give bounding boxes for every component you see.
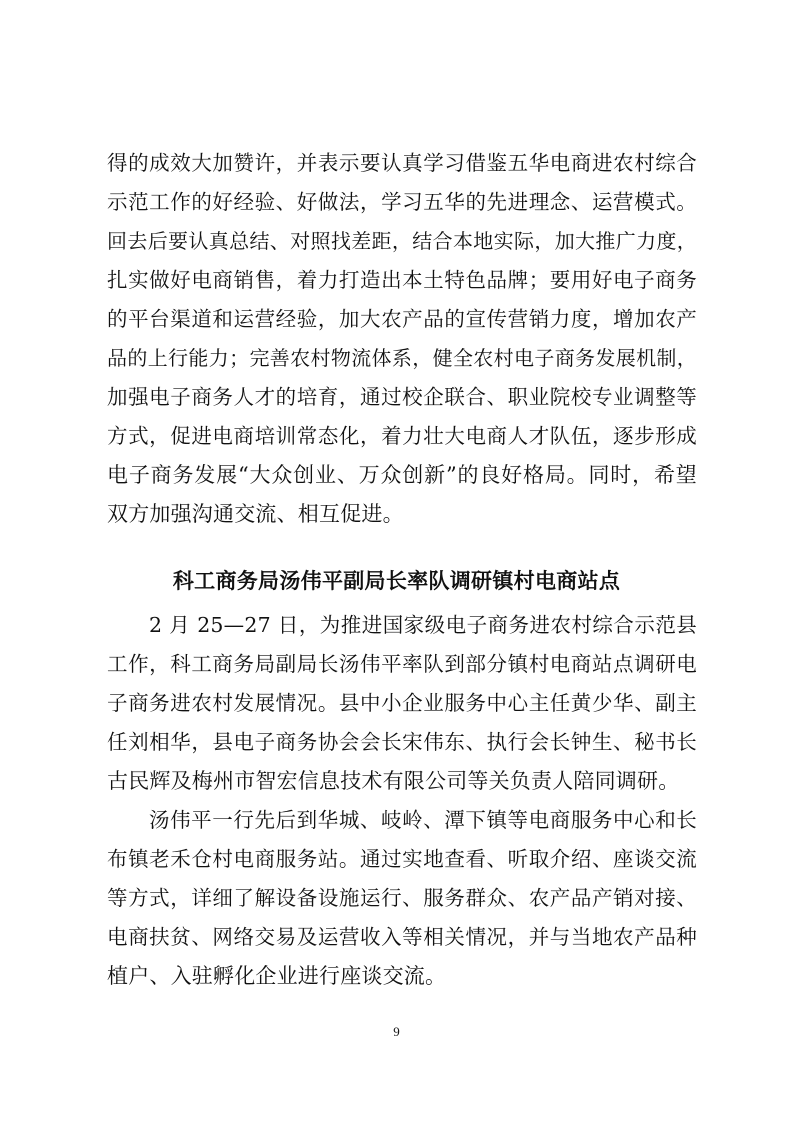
paragraph-line: 工作，科工商务局副局长汤伟平率队到部分镇村电商站点调研电 [107, 652, 697, 676]
paragraph-line: 等方式，详细了解设备设施运行、服务群众、农产品产销对接、 [107, 886, 697, 910]
paragraph-line: 方式，促进电商培训常态化，着力壮大电商人才队伍，逐步形成 [107, 424, 697, 448]
paragraph-line: 的平台渠道和运营经验，加大农产品的宣传营销力度，增加农产 [107, 307, 697, 331]
paragraph-line: 加强电子商务人才的培育，通过校企联合、职业院校专业调整等 [107, 385, 697, 409]
paragraph-line: 古民辉及梅州市智宏信息技术有限公司等关负责人陪同调研。 [107, 769, 680, 793]
paragraph-line: 子商务进农村发展情况。县中小企业服务中心主任黄少华、副主 [107, 691, 697, 715]
section-heading: 科工商务局汤伟平副局长率队调研镇村电商站点 [172, 569, 621, 593]
paragraph-line: 布镇老禾仓村电商服务站。通过实地查看、听取介绍、座谈交流 [107, 847, 697, 871]
paragraph-line: 2 月 25—27 日，为推进国家级电子商务进农村综合示范县 [149, 613, 697, 637]
paragraph-line: 回去后要认真总结、对照找差距，结合本地实际，加大推广力度， [107, 229, 697, 253]
paragraph-line: 任刘相华，县电子商务协会会长宋伟东、执行会长钟生、秘书长 [107, 730, 697, 754]
paragraph-line: 双方加强沟通交流、相互促进。 [107, 502, 404, 526]
page-number: 9 [393, 1024, 400, 1039]
paragraph-line: 得的成效大加赞许，并表示要认真学习借鉴五华电商进农村综合 [107, 151, 697, 175]
paragraph-line: 汤伟平一行先后到华城、岐岭、潭下镇等电商服务中心和长 [149, 808, 697, 832]
paragraph-line: 电商扶贫、网络交易及运营收入等相关情况，并与当地农产品种 [107, 925, 697, 949]
paragraph-line: 植户、入驻孵化企业进行座谈交流。 [107, 964, 447, 988]
paragraph-line: 电子商务发展“大众创业、万众创新”的良好格局。同时，希望 [107, 463, 697, 487]
paragraph-line: 品的上行能力；完善农村物流体系，健全农村电子商务发展机制， [107, 346, 697, 370]
paragraph-line: 扎实做好电商销售，着力打造出本土特色品牌；要用好电子商务 [107, 268, 697, 292]
paragraph-line: 示范工作的好经验、好做法，学习五华的先进理念、运营模式。 [107, 190, 697, 214]
